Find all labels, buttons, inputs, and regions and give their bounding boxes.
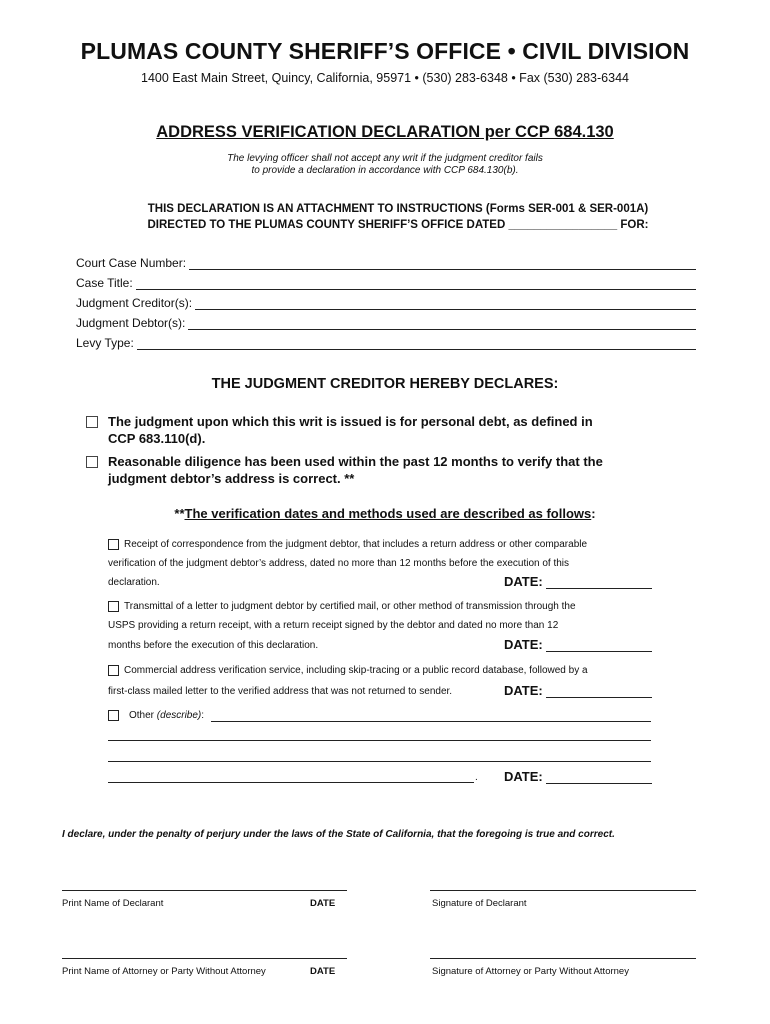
personal-debt-text-2: CCP 683.110(d).	[108, 431, 206, 446]
declarant-name-line[interactable]	[62, 890, 347, 891]
other-describe-line-3[interactable]	[108, 761, 651, 762]
declares-heading: THE JUDGMENT CREDITOR HEREBY DECLARES:	[211, 376, 559, 392]
other-describe-line-4[interactable]	[108, 782, 474, 783]
reasonable-diligence-text-2: judgment debtor’s address is correct. **	[108, 471, 355, 486]
declarant-signature-label: Signature of Declarant	[432, 898, 527, 909]
option-other-date[interactable]: DATE:	[504, 769, 652, 784]
option-correspondence-text-3: declaration.	[108, 577, 160, 588]
declarant-date-label: DATE	[310, 898, 336, 909]
option-commercial-service-text-1: Commercial address verification service, including skip-tracing or a public record database, followed by a	[124, 665, 588, 676]
option-commercial-service-date[interactable]: DATE:	[504, 683, 652, 698]
perjury-statement: I declare, under the penalty of perjury under the laws of the State of California, that the foregoing is true and correct.	[62, 829, 615, 840]
declaration-item-reasonable-diligence	[86, 453, 646, 487]
judgment-debtors-field[interactable]	[76, 314, 696, 330]
declarant-signature-line[interactable]	[430, 890, 696, 891]
office-title: PLUMAS COUNTY SHERIFF’S OFFICE • CIVIL DIVISION	[80, 38, 690, 64]
option-certified-mail-text-3: months before the execution of this declaration.	[108, 640, 319, 651]
case-title-label: Case Title:	[76, 276, 133, 290]
court-case-number-label: Court Case Number:	[76, 256, 187, 270]
declaration-item-personal-debt	[86, 413, 646, 447]
other-describe-line-2[interactable]	[108, 740, 651, 741]
option-commercial-service-text-2: first-class mailed letter to the verified address that was not returned to sender.	[108, 686, 453, 697]
option-certified-mail-date[interactable]: DATE:	[504, 637, 652, 652]
option-commercial-service-checkbox[interactable]	[108, 665, 119, 676]
levy-type-field[interactable]	[76, 334, 696, 350]
judgment-creditors-field[interactable]	[76, 294, 696, 310]
attorney-signature-label: Signature of Attorney or Party Without Attorney	[432, 966, 629, 977]
option-correspondence-text-1: Receipt of correspondence from the judgment debtor, that includes a return address or other comparable	[124, 539, 588, 550]
attorney-name-line[interactable]	[62, 958, 347, 959]
levy-type-label: Levy Type:	[76, 336, 134, 350]
option-certified-mail-checkbox[interactable]	[108, 601, 119, 612]
attorney-date-label: DATE	[310, 966, 336, 977]
option-other-label: Other (describe):	[129, 710, 205, 721]
court-case-number-field[interactable]	[76, 254, 696, 270]
form-title: ADDRESS VERIFICATION DECLARATION per CCP 684.130	[156, 123, 614, 141]
other-period: .	[475, 772, 478, 783]
option-certified-mail-text-2: USPS providing a return receipt, with a return receipt signed by the debtor and dated no more than 12	[108, 620, 559, 631]
methods-heading-text: The verification dates and methods used are described as follows	[184, 506, 592, 521]
attorney-name-label: Print Name of Attorney or Party Without Attorney	[62, 966, 266, 977]
note-line-2: to provide a declaration in accordance with CCP 684.130(b).	[251, 165, 519, 176]
judgment-debtors-label: Judgment Debtor(s):	[76, 316, 186, 330]
option-correspondence-date[interactable]: DATE:	[504, 574, 652, 589]
reasonable-diligence-checkbox[interactable]	[86, 456, 98, 468]
note-line-1: The levying officer shall not accept any writ if the judgment creditor fails	[227, 153, 543, 164]
methods-heading: **The verification dates and methods used are described as follows:	[174, 506, 596, 521]
personal-debt-checkbox[interactable]	[86, 416, 98, 428]
option-certified-mail-text-1: Transmittal of a letter to judgment debtor by certified mail, or other method of transmission through the	[124, 601, 576, 612]
attachment-line-1: THIS DECLARATION IS AN ATTACHMENT TO INSTRUCTIONS (Forms SER-001 & SER-001A)	[147, 203, 649, 215]
judgment-creditors-label: Judgment Creditor(s):	[76, 296, 193, 310]
option-correspondence-checkbox[interactable]	[108, 539, 119, 550]
reasonable-diligence-text-1: Reasonable diligence has been used within the past 12 months to verify that the	[108, 454, 603, 469]
attorney-signature-line[interactable]	[430, 958, 696, 959]
option-correspondence-text-2: verification of the judgment debtor’s address, dated no more than 12 months before the execution of this	[108, 558, 570, 569]
office-address: 1400 East Main Street, Quincy, California, 95971 • (530) 283-6348 • Fax (530) 283-6344	[141, 71, 629, 85]
personal-debt-text-1: The judgment upon which this writ is issued is for personal debt, as defined in	[108, 414, 593, 429]
case-title-field[interactable]	[76, 274, 696, 290]
option-other-checkbox[interactable]	[108, 710, 119, 721]
other-describe-line-1[interactable]	[211, 721, 651, 722]
declarant-name-label: Print Name of Declarant	[62, 898, 164, 909]
attachment-line-2: DIRECTED TO THE PLUMAS COUNTY SHERIFF’S OFFICE DATED _________________ FOR:	[147, 219, 649, 231]
